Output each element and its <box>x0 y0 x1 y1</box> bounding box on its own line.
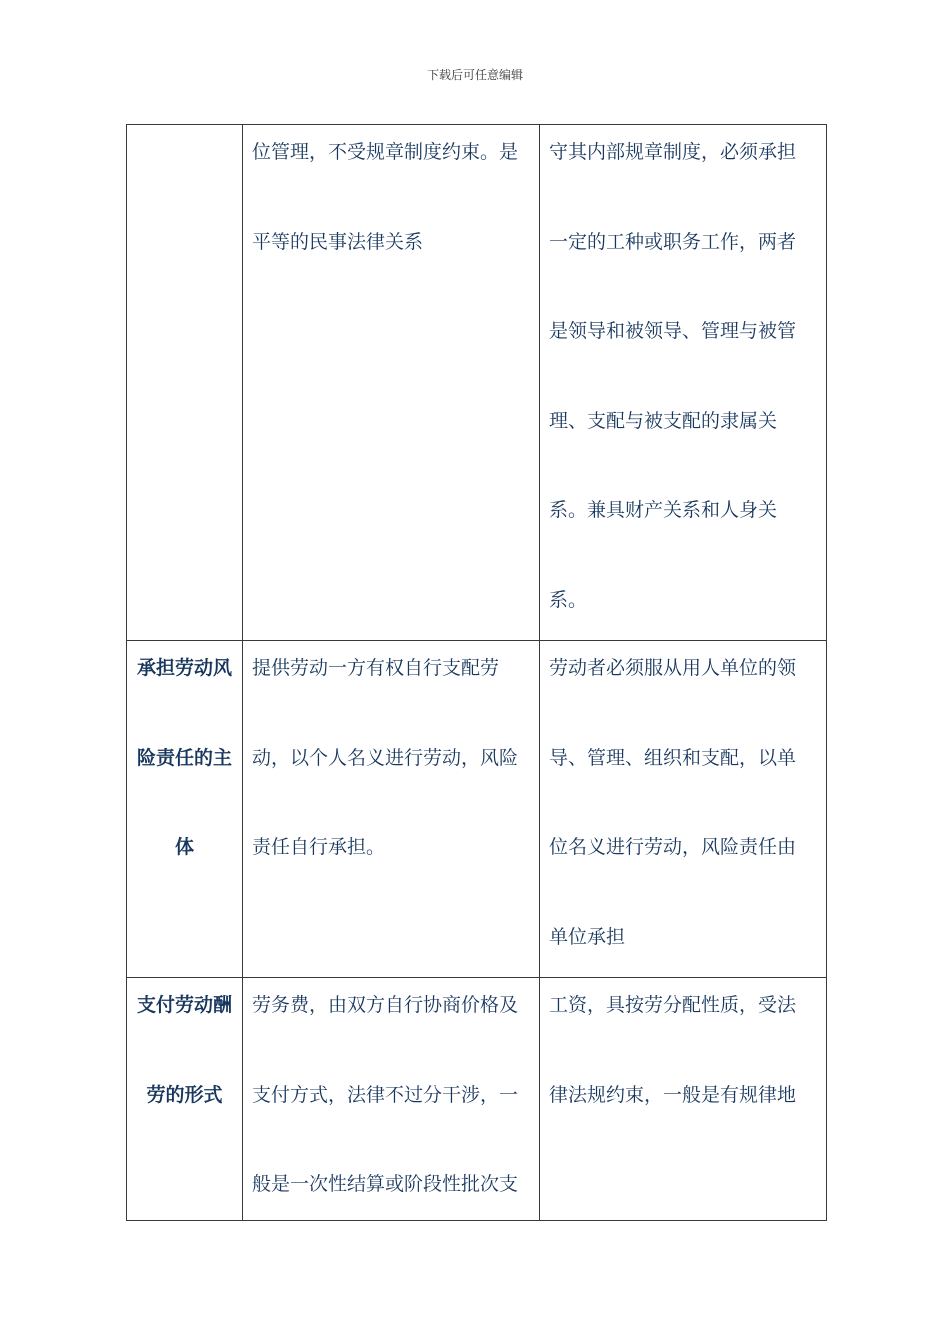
table-row <box>127 978 827 1221</box>
row-label-cell <box>127 978 243 1221</box>
labor-relation-cell <box>540 978 827 1221</box>
text-line: 支付劳动酬 <box>136 994 232 1016</box>
comparison-table <box>126 124 827 1221</box>
row-label-cell <box>127 641 243 978</box>
text-line: 理、支配与被支配的隶属关 <box>549 409 778 432</box>
labor-service-text <box>243 108 539 287</box>
labor-service-cell <box>243 641 540 978</box>
labor-relation-text <box>540 108 826 645</box>
text-line: 一定的工种或职务工作，两者 <box>549 230 797 253</box>
text-line: 险责任的主 <box>136 746 232 769</box>
text-line: 劳务费，由双方自行协商价格及 <box>252 994 519 1016</box>
row-label <box>127 624 242 893</box>
text-line: 支付方式，法律不过分干涉，一 <box>252 1083 519 1106</box>
text-line: 守其内部规章制度，必须承担 <box>549 141 797 163</box>
labor-service-cell <box>243 125 540 641</box>
labor-service-text <box>243 961 539 1230</box>
text-line: 体 <box>174 836 194 858</box>
text-line: 是领导和被领导、管理与被管 <box>549 320 797 342</box>
table-row <box>127 125 827 641</box>
table-row <box>127 641 827 978</box>
labor-relation-text <box>540 624 826 982</box>
text-line: 平等的民事法律关系 <box>252 230 424 253</box>
labor-relation-text <box>540 961 826 1140</box>
text-line: 责任自行承担。 <box>252 836 386 858</box>
text-line: 律法规约束，一般是有规律地 <box>549 1083 797 1106</box>
row-label-cell <box>127 125 243 641</box>
text-line: 工资，具按劳分配性质，受法 <box>549 994 797 1016</box>
text-line: 系。兼具财产关系和人身关 <box>549 499 778 521</box>
text-line: 劳的形式 <box>146 1083 223 1106</box>
text-line: 劳动者必须服从用人单位的领 <box>549 657 797 679</box>
text-line: 承担劳动风 <box>136 657 232 679</box>
labor-service-cell <box>243 978 540 1221</box>
labor-service-text <box>243 624 539 893</box>
text-line: 单位承担 <box>549 925 626 948</box>
text-line: 导、管理、组织和支配，以单 <box>549 746 797 769</box>
text-line: 位名义进行劳动，风险责任由 <box>549 836 797 858</box>
text-line: 提供劳动一方有权自行支配劳 <box>252 657 500 679</box>
labor-relation-cell <box>540 641 827 978</box>
labor-relation-cell <box>540 125 827 641</box>
text-line: 动，以个人名义进行劳动，风险 <box>252 746 519 769</box>
row-label <box>127 961 242 1140</box>
text-line: 位管理，不受规章制度约束。是 <box>252 141 519 163</box>
text-line: 般是一次性结算或阶段性批次支 <box>252 1173 519 1195</box>
text-line: 系。 <box>549 588 588 611</box>
page-header: 下载后可任意编辑 <box>426 68 523 82</box>
